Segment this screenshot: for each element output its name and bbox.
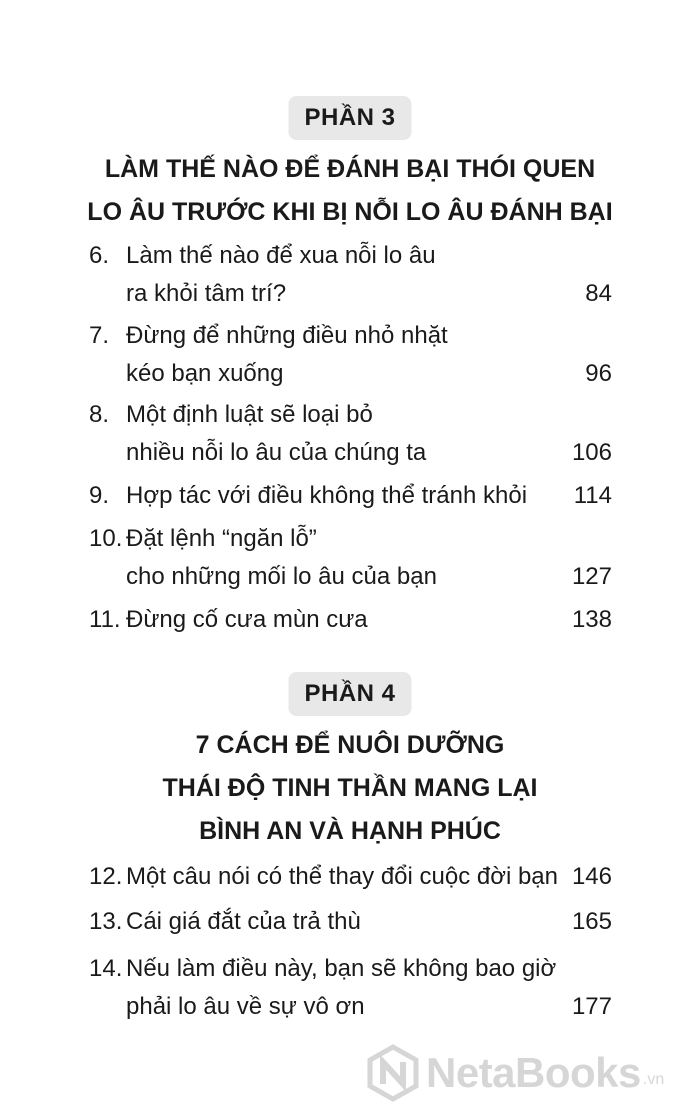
entry-title: Đặt lệnh “ngăn lỗ”: [126, 525, 317, 552]
title-line: LÀM THẾ NÀO ĐỂ ĐÁNH BẠI THÓI QUEN: [104, 155, 596, 183]
page-number: 127: [571, 563, 612, 590]
toc-entry[interactable]: [0, 477, 700, 515]
entry-title: nhiều nỗi lo âu của chúng ta: [126, 439, 427, 466]
entry-title: Đừng cố cưa mùn cưa: [126, 606, 368, 633]
page-number: 177: [571, 993, 612, 1020]
entry-title: phải lo âu về sự vô ơn: [126, 993, 365, 1020]
title-line: THÁI ĐỘ TINH THẦN MANG LẠI: [162, 774, 538, 802]
entry-number: 12.: [89, 863, 123, 890]
toc-entry[interactable]: [0, 396, 700, 472]
title-line: BÌNH AN VÀ HẠNH PHÚC: [199, 817, 501, 845]
entry-number: 9.: [89, 482, 110, 509]
part-badge: PHẦN 3: [288, 96, 411, 140]
part-title: [0, 724, 700, 853]
toc-entry[interactable]: [0, 601, 700, 639]
part-title: [0, 148, 700, 234]
entry-title: Hợp tác với điều không thể tránh khỏi: [126, 482, 528, 509]
entry-number: 11.: [89, 606, 121, 633]
entry-title: Làm thế nào để xua nỗi lo âu: [126, 242, 436, 269]
entry-title: cho những mối lo âu của bạn: [126, 563, 437, 590]
entry-title: Đừng để những điều nhỏ nhặt: [126, 322, 448, 349]
entry-number: 8.: [89, 401, 110, 428]
toc-entry[interactable]: [0, 950, 700, 1026]
watermark: [366, 1043, 696, 1103]
entry-title: Cái giá đắt của trả thù: [126, 908, 361, 935]
title-line: LO ÂU TRƯỚC KHI BỊ NỖI LO ÂU ĐÁNH BẠI: [87, 198, 613, 226]
entry-number: 7.: [89, 322, 110, 349]
watermark-brand: NetaBooks: [426, 1049, 641, 1096]
page-number: 106: [571, 439, 612, 466]
n-hexagon-logo-icon: [366, 1044, 420, 1102]
entry-title: Một câu nói có thể thay đổi cuộc đời bạn: [126, 863, 558, 890]
entry-title: ra khỏi tâm trí?: [126, 280, 287, 307]
toc-entry[interactable]: [0, 903, 700, 941]
page-number: 146: [571, 863, 612, 890]
page-number: 96: [585, 360, 612, 387]
toc-entry[interactable]: [0, 237, 700, 313]
entry-title: kéo bạn xuống: [126, 360, 284, 387]
watermark-suffix: .vn: [642, 1071, 665, 1088]
toc-entry[interactable]: [0, 858, 700, 896]
entry-title: Một định luật sẽ loại bỏ: [126, 401, 373, 428]
toc-entry[interactable]: [0, 317, 700, 393]
part-badge: PHẦN 4: [288, 672, 411, 716]
entry-number: 13.: [89, 908, 123, 935]
toc-entry[interactable]: [0, 520, 700, 596]
title-line: 7 CÁCH ĐỂ NUÔI DƯỠNG: [195, 731, 505, 759]
entry-number: 14.: [89, 955, 123, 982]
page-number: 165: [571, 908, 612, 935]
entry-number: 6.: [89, 242, 110, 269]
page-number: 114: [573, 482, 612, 509]
entry-number: 10.: [89, 525, 123, 552]
page-number: 84: [585, 280, 612, 307]
entry-title: Nếu làm điều này, bạn sẽ không bao giờ: [126, 955, 557, 982]
page-number: 138: [571, 606, 612, 633]
